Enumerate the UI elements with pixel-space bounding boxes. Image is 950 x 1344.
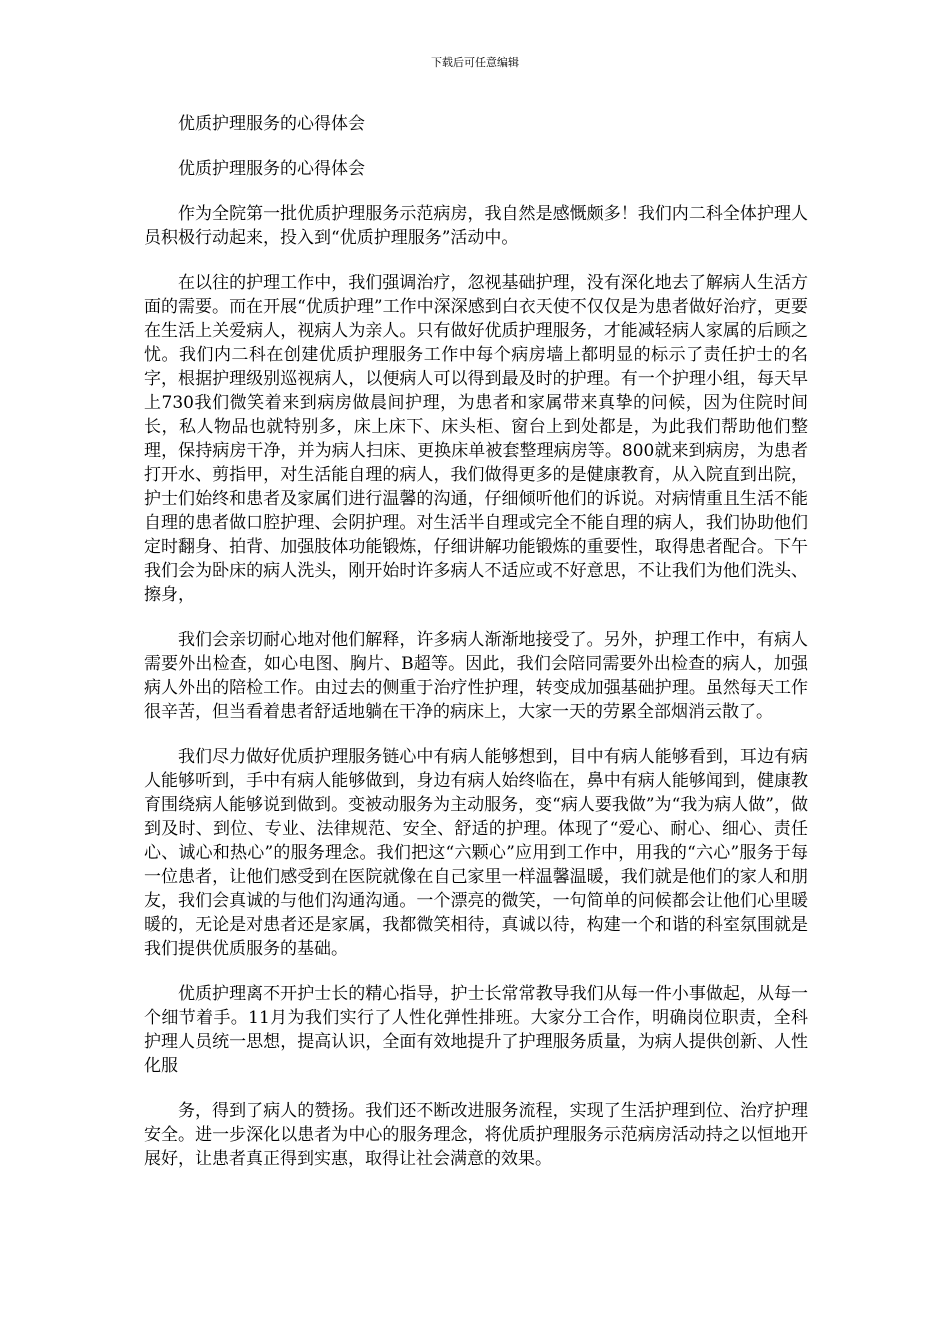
paragraph-service-philosophy: 我们尽力做好优质护理服务链心中有病人能够想到，目中有病人能够看到，耳边有病人能够听到，手中有病人能够做到，身边有病人始终临在，鼻中有病人能够闻到，健康教育围绕病人能够说到做到。变被动服务为主动服务，变“病人要我做”为“我为病人做”，做到及时、到位、专业、法律规范、安全、舒适的护理。体现了“爱心、耐心、细心、责任心、诚心和热心”的服务理念。我们把这“六颗心”应用到工作中，用我的“六心”服务于每一位患者，让他们感受到在医院就像在自己家里一样温馨温暖，我们就是他们的家人和朋友，我们会真诚的与他们沟通沟通。一个漂亮的微笑，一句简单的问候都会让他们心里暖暖的，无论是对患者还是家属，我都微笑相待，真诚以待，构建一个和谐的科室氛围就是我们提供优质服务的基础。 <box>144 747 808 959</box>
paragraph-head-nurse-guidance: 优质护理离不开护士长的精心指导，护士长常常教导我们从每一件小事做起，从每一个细节着手。11月为我们实行了人性化弹性排班。大家分工合作，明确岗位职责，全科护理人员统一思想，提高认识，全面有效地提升了护理服务质量，为病人提供创新、人性化服 <box>144 984 808 1076</box>
document-title: 优质护理服务的心得体会 <box>178 114 365 134</box>
page-header: 下载后可任意编辑 <box>431 56 519 69</box>
paragraph-basic-care: 在以往的护理工作中，我们强调治疗，忽视基础护理，没有深化地去了解病人生活方面的需要。而在开展“优质护理”工作中深深感到白衣天使不仅仅是为患者做好治疗，更要在生活上关爱病人，视病人为亲人。只有做好优质护理服务，才能减轻病人家属的后顾之忧。我们内二科在创建优质护理服务工作中每个病房墙上都明显的标示了责任护士的名字，根据护理级别巡视病人，以便病人可以得到最及时的护理。有一个护理小组，每天早上730我们微笑着来到病房做晨间护理，为患者和家属带来真挚的问候，因为住院时间长，私人物品也就特别多，床上床下、床头柜、窗台上到处都是，为此我们帮助他们整理，保持病房干净，并为病人扫床、更换床单被套整理病房等。800就来到病房，为患者打开水、剪指甲，对生活能自理的病人，我们做得更多的是健康教育，从入院直到出院，护士们始终和患者及家属们进行温馨的沟通，仔细倾听他们的诉说。对病情重且生活不能自理的患者做口腔护理、会阴护理。对生活半自理或完全不能自理的病人，我们协助他们定时翻身、拍背、加强肢体功能锻炼，仔细讲解功能锻炼的重要性，取得患者配合。下午我们会为卧床的病人洗头，刚开始时许多病人不适应或不好意思，不让我们为他们洗头、擦身， <box>144 273 808 605</box>
document-subtitle: 优质护理服务的心得体会 <box>178 159 365 179</box>
document-body <box>144 112 808 1171</box>
paragraph-patient-explanation: 我们会亲切耐心地对他们解释，许多病人渐渐地接受了。另外，护理工作中，有病人需要外出检查，如心电图、胸片、B超等。因此，我们会陪同需要外出检查的病人，加强病人外出的陪检工作。由过去的侧重于治疗性护理，转变成加强基础护理。虽然每天工作很辛苦，但当看着患者舒适地躺在干净的病床上，大家一天的劳累全部烟消云散了。 <box>144 630 808 722</box>
paragraph-intro: 作为全院第一批优质护理服务示范病房，我自然是感慨颇多！我们内二科全体护理人员积极行动起来，投入到“优质护理服务”活动中。 <box>144 204 808 248</box>
paragraph-conclusion: 务，得到了病人的赞扬。我们还不断改进服务流程，实现了生活护理到位、治疗护理安全。进一步深化以患者为中心的服务理念，将优质护理服务示范病房活动持之以恒地开展好，让患者真正得到实惠，取得让社会满意的效果。 <box>144 1101 808 1169</box>
